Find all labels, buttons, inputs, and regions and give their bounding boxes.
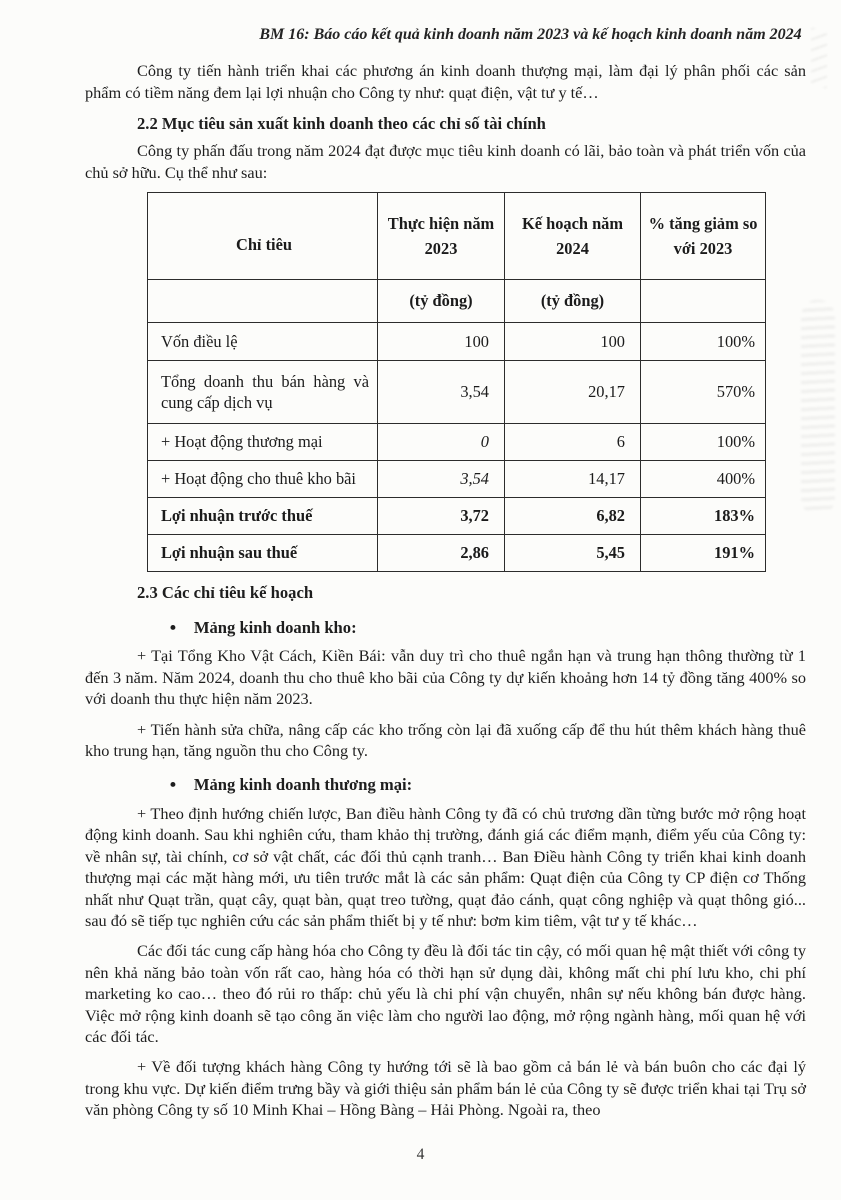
pct-change: 400% (641, 461, 766, 498)
table-row (148, 498, 766, 535)
pct-change: 183% (641, 498, 766, 535)
row-label: + Hoạt động thương mại (148, 424, 378, 461)
table-row (148, 535, 766, 572)
value-2023: 3,54 (378, 361, 505, 424)
pct-change: 570% (641, 361, 766, 424)
column-header-ke-hoach-2024: Kế hoạch năm 2024 (505, 193, 641, 280)
unit-cell-2023: (tỷ đồng) (378, 280, 505, 323)
table-row (148, 361, 766, 424)
table-row (148, 323, 766, 361)
thuong-mai-paragraph: Các đối tác cung cấp hàng hóa cho Công ty đều là đối tác tin cậy, có mối quan hệ mật thiết với công ty nên khả năng bảo toàn vốn rất cao, hàng hóa có thời hạn sử dụng dài, không mất chi phí lưu kho, chi phí marketing ko cao… theo đó rủi ro thấp: chủ yếu là chi phí vận chuyển, nhân sự nếu không bán được hàng. Việc mở rộng kinh doanh sẽ tạo công ăn việc làm cho người lao động, mở rộng ngành hàng, mối quan hệ với các đối tác. (85, 941, 806, 1046)
row-label: + Hoạt động cho thuê kho bãi (148, 461, 378, 498)
row-label: Lợi nhuận trước thuế (148, 498, 378, 535)
intro-paragraph: Công ty tiến hành triển khai các phương án kinh doanh thượng mại, làm đại lý phân phối các sản phẩm có tiềm năng đem lại lợi nhuận cho Công ty như: quạt điện, vật tư y tế… (85, 61, 806, 102)
section-2-2-heading: 2.2 Mục tiêu sản xuất kinh doanh theo các chỉ số tài chính (137, 114, 546, 134)
value-2024: 6,82 (505, 498, 641, 535)
bullet-label: Mảng kinh doanh thương mại: (193, 775, 413, 795)
value-2023: 0 (378, 424, 505, 461)
column-header-pct-change: % tăng giảm so với 2023 (641, 193, 766, 280)
table-row (148, 461, 766, 498)
unit-cell-empty (641, 280, 766, 323)
column-header-thuc-hien-2023: Thực hiện năm 2023 (378, 193, 505, 280)
table-unit-row (148, 280, 766, 323)
thuong-mai-paragraph: + Về đối tượng khách hàng Công ty hướng tới sẽ là bao gồm cả bán lẻ và bán buôn cho các đại lý trong khu vực. Dự kiến điểm trưng bầy và giới thiệu sản phẩm bán lẻ của Công ty sẽ được triển khai tại Trụ sở văn phòng Công ty số 10 Minh Khai – Hồng Bàng – Hải Phòng. Ngoài ra, theo (85, 1057, 806, 1120)
value-2024: 14,17 (505, 461, 641, 498)
value-2024: 6 (505, 424, 641, 461)
bullet-kinh-doanh-thuong-mai (170, 774, 806, 795)
section-2-3-heading: 2.3 Các chỉ tiêu kế hoạch (137, 583, 314, 603)
document-title: Báo cáo kết quả kinh doanh năm 2023 và kế hoạch kinh doanh năm 2024 (313, 26, 802, 43)
bullet-kinh-doanh-kho (170, 617, 806, 638)
value-2023: 2,86 (378, 535, 505, 572)
bullet-icon: • (169, 617, 177, 638)
thuong-mai-paragraph: + Theo định hướng chiến lược, Ban điều hành Công ty đã có chủ trương dần từng bước mở rộng hoạt động kinh doanh. Sau khi nghiên cứu, tham khảo thị trường, đánh giá các điểm mạnh, điểm yếu của Công ty: về nhân sự, tài chính, cơ sở vật chất, các đối thủ cạnh tranh… Ban Điều hành Công ty triển khai kinh doanh thượng mại các mặt hàng mới, ưu tiên trước mắt là các sản phẩm: Quạt điện của Công ty CP điện cơ Thống nhất như Quạt trần, quạt cây, quạt bàn, quạt treo tường, quạt đảo cánh, quạt công nghiệp và quạt thông gió... sau đó sẽ tiếp tục nghiên cứu các sản phẩm thiết bị y tế như: bơm kim tiêm, vật tư y tế khác… (85, 803, 806, 930)
pct-change: 191% (641, 535, 766, 572)
value-2023: 3,54 (378, 461, 505, 498)
value-2024: 20,17 (505, 361, 641, 424)
bullet-label: Mảng kinh doanh kho: (193, 618, 357, 638)
table-row (148, 424, 766, 461)
pct-change: 100% (641, 323, 766, 361)
value-2024: 100 (505, 323, 641, 361)
kho-paragraph: + Tại Tổng Kho Vật Cách, Kiền Bái: vẫn duy trì cho thuê ngắn hạn và trung hạn thông thường từ 1 đến 3 năm. Năm 2024, doanh thu cho thuê kho bãi của Công ty dự kiến khoảng hơn 14 tỷ đồng tăng 400% so với doanh thu thực hiện năm 2023. (85, 646, 806, 709)
pct-change: 100% (641, 424, 766, 461)
financial-targets-table (147, 192, 766, 572)
column-header-chi-tieu: Chỉ tiêu (148, 193, 378, 280)
document-header (255, 24, 806, 45)
kho-paragraph: + Tiến hành sửa chữa, nâng cấp các kho trống còn lại đã xuống cấp để thu hút thêm khách hàng thuê kho trung hạn, tăng nguồn thu cho Công ty. (85, 719, 806, 761)
page-number: 4 (416, 1146, 425, 1163)
table-header-row (148, 193, 766, 280)
value-2023: 3,72 (378, 498, 505, 535)
value-2023: 100 (378, 323, 505, 361)
unit-cell-empty (148, 280, 378, 323)
bullet-icon: • (169, 774, 177, 796)
unit-cell-2024: (tỷ đồng) (505, 280, 641, 323)
form-code: BM 16: (259, 26, 310, 43)
value-2024: 5,45 (505, 535, 641, 572)
row-label: Vốn điều lệ (148, 323, 378, 361)
section-2-2-lead-paragraph: Công ty phấn đấu trong năm 2024 đạt được mục tiêu kinh doanh có lãi, bảo toàn và phát triển vốn của chủ sở hữu. Cụ thể như sau: (85, 141, 806, 182)
row-label: Tổng doanh thu bán hàng và cung cấp dịch vụ (148, 361, 378, 424)
row-label: Lợi nhuận sau thuế (148, 535, 378, 572)
